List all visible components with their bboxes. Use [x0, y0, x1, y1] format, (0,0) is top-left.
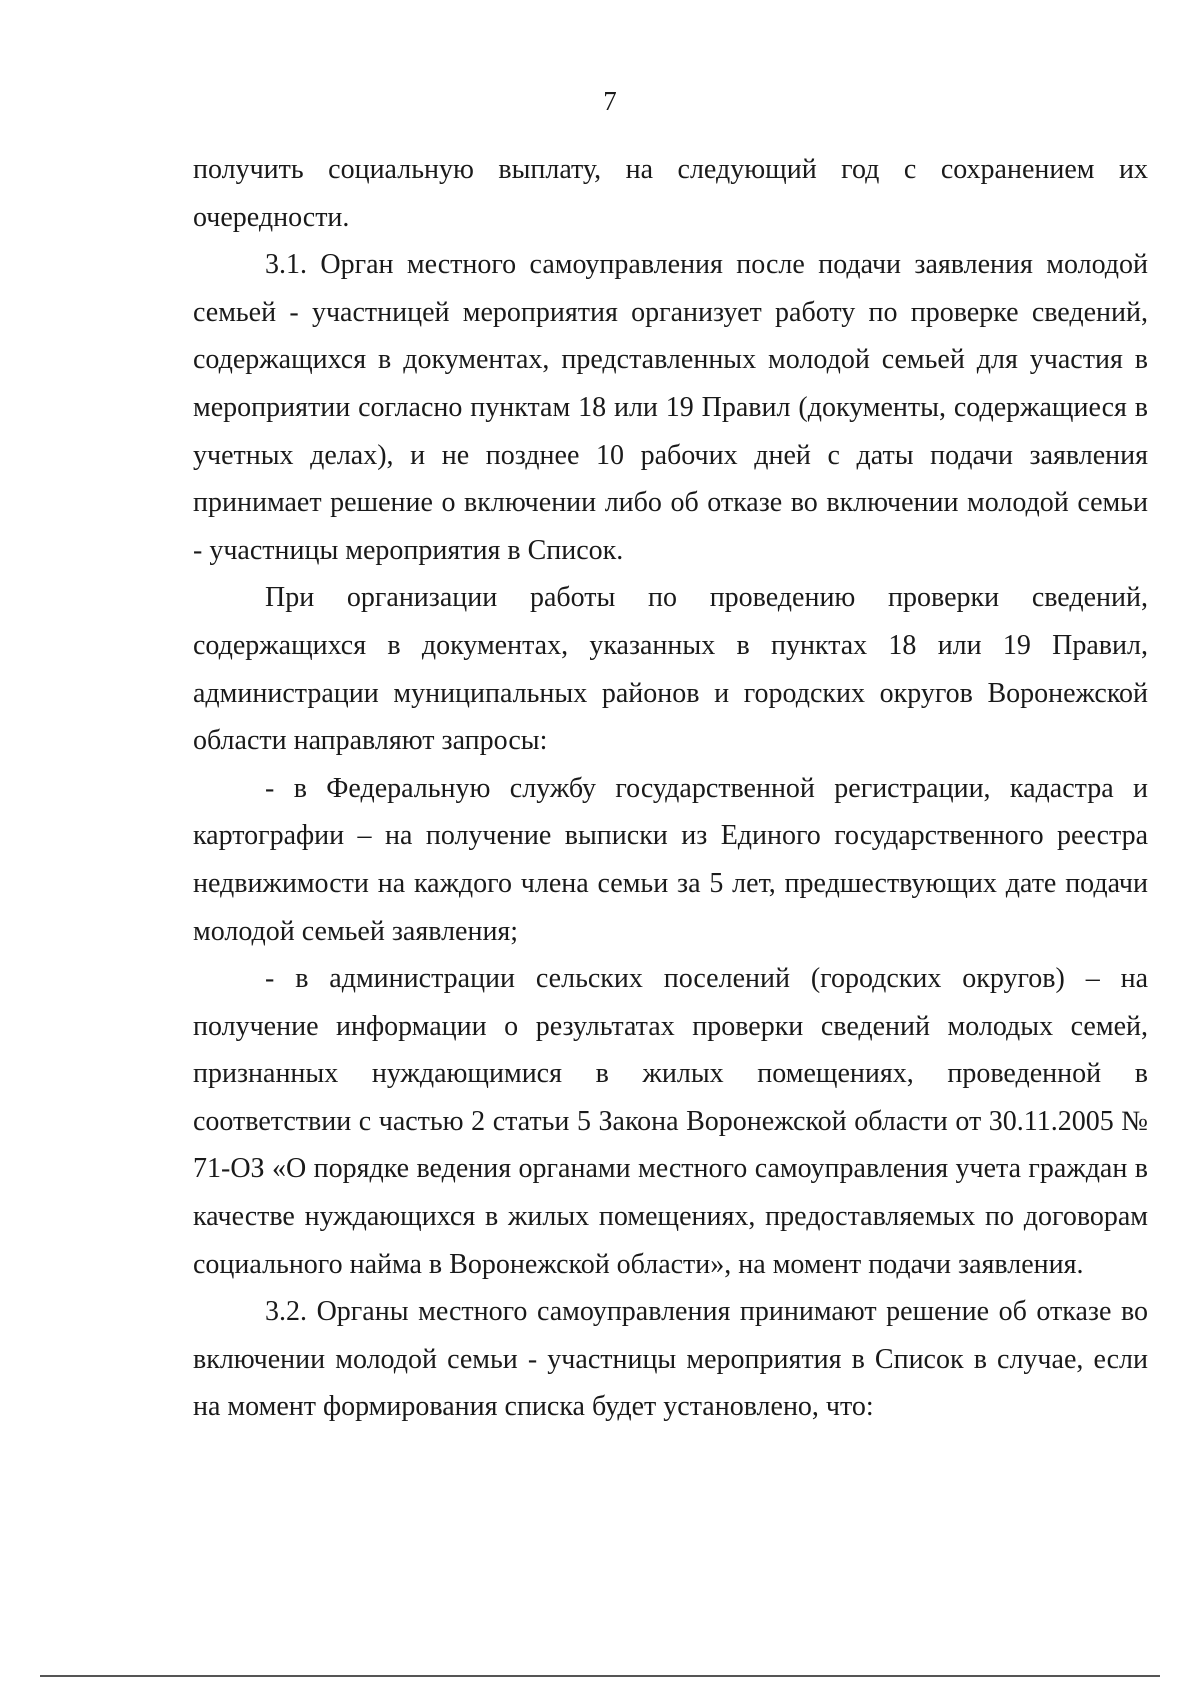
paragraph-requests-intro: При организации работы по проведению проверки сведений, содержащихся в документах, указанных в пунктах 18 или 19 Правил, администрации муниципальных районов и городских округов Воронежской области направляют запросы:	[193, 582, 1148, 757]
page-number: 7	[603, 86, 617, 116]
paragraph-request-rosreestr: - в Федеральную службу государственной регистрации, кадастра и картографии – на получение выписки из Единого государственного реестра недвижимости на каждого члена семьи за 5 лет, предшествующих дате подачи молодой семьей заявления;	[193, 772, 1148, 947]
bottom-divider	[40, 1675, 1160, 1677]
paragraph-continuation: получить социальную выплату, на следующий год с сохранением их очередности.	[193, 154, 1148, 233]
paragraph-3-2: 3.2. Органы местного самоуправления принимают решение об отказе во включении молодой семьи - участницы мероприятия в Список в случае, если на момент формирования списка будет установлено, что:	[193, 1296, 1148, 1423]
paragraph-request-settlements: - в администрации сельских поселений (городских округов) – на получение информации о результатах проверки сведений молодых семей, признанных нуждающимися в жилых помещениях, проведенной в соответствии с частью 2 статьи 5 Закона Воронежской области от 30.11.2005 № 71-ОЗ «О порядке ведения органами местного самоуправления учета граждан в качестве нуждающихся в жилых помещениях, предоставляемых по договорам социального найма в Воронежской области», на момент подачи заявления.	[193, 963, 1148, 1280]
document-body	[193, 146, 1148, 1431]
paragraph-3-1: 3.1. Орган местного самоуправления после подачи заявления молодой семьей - участницей мероприятия организует работу по проверке сведений, содержащихся в документах, представленных молодой семьей для участия в мероприятии согласно пунктам 18 или 19 Правил (документы, содержащиеся в учетных делах), и не позднее 10 рабочих дней с даты подачи заявления принимает решение о включении либо об отказе во включении молодой семьи - участницы мероприятия в Список.	[193, 249, 1148, 566]
